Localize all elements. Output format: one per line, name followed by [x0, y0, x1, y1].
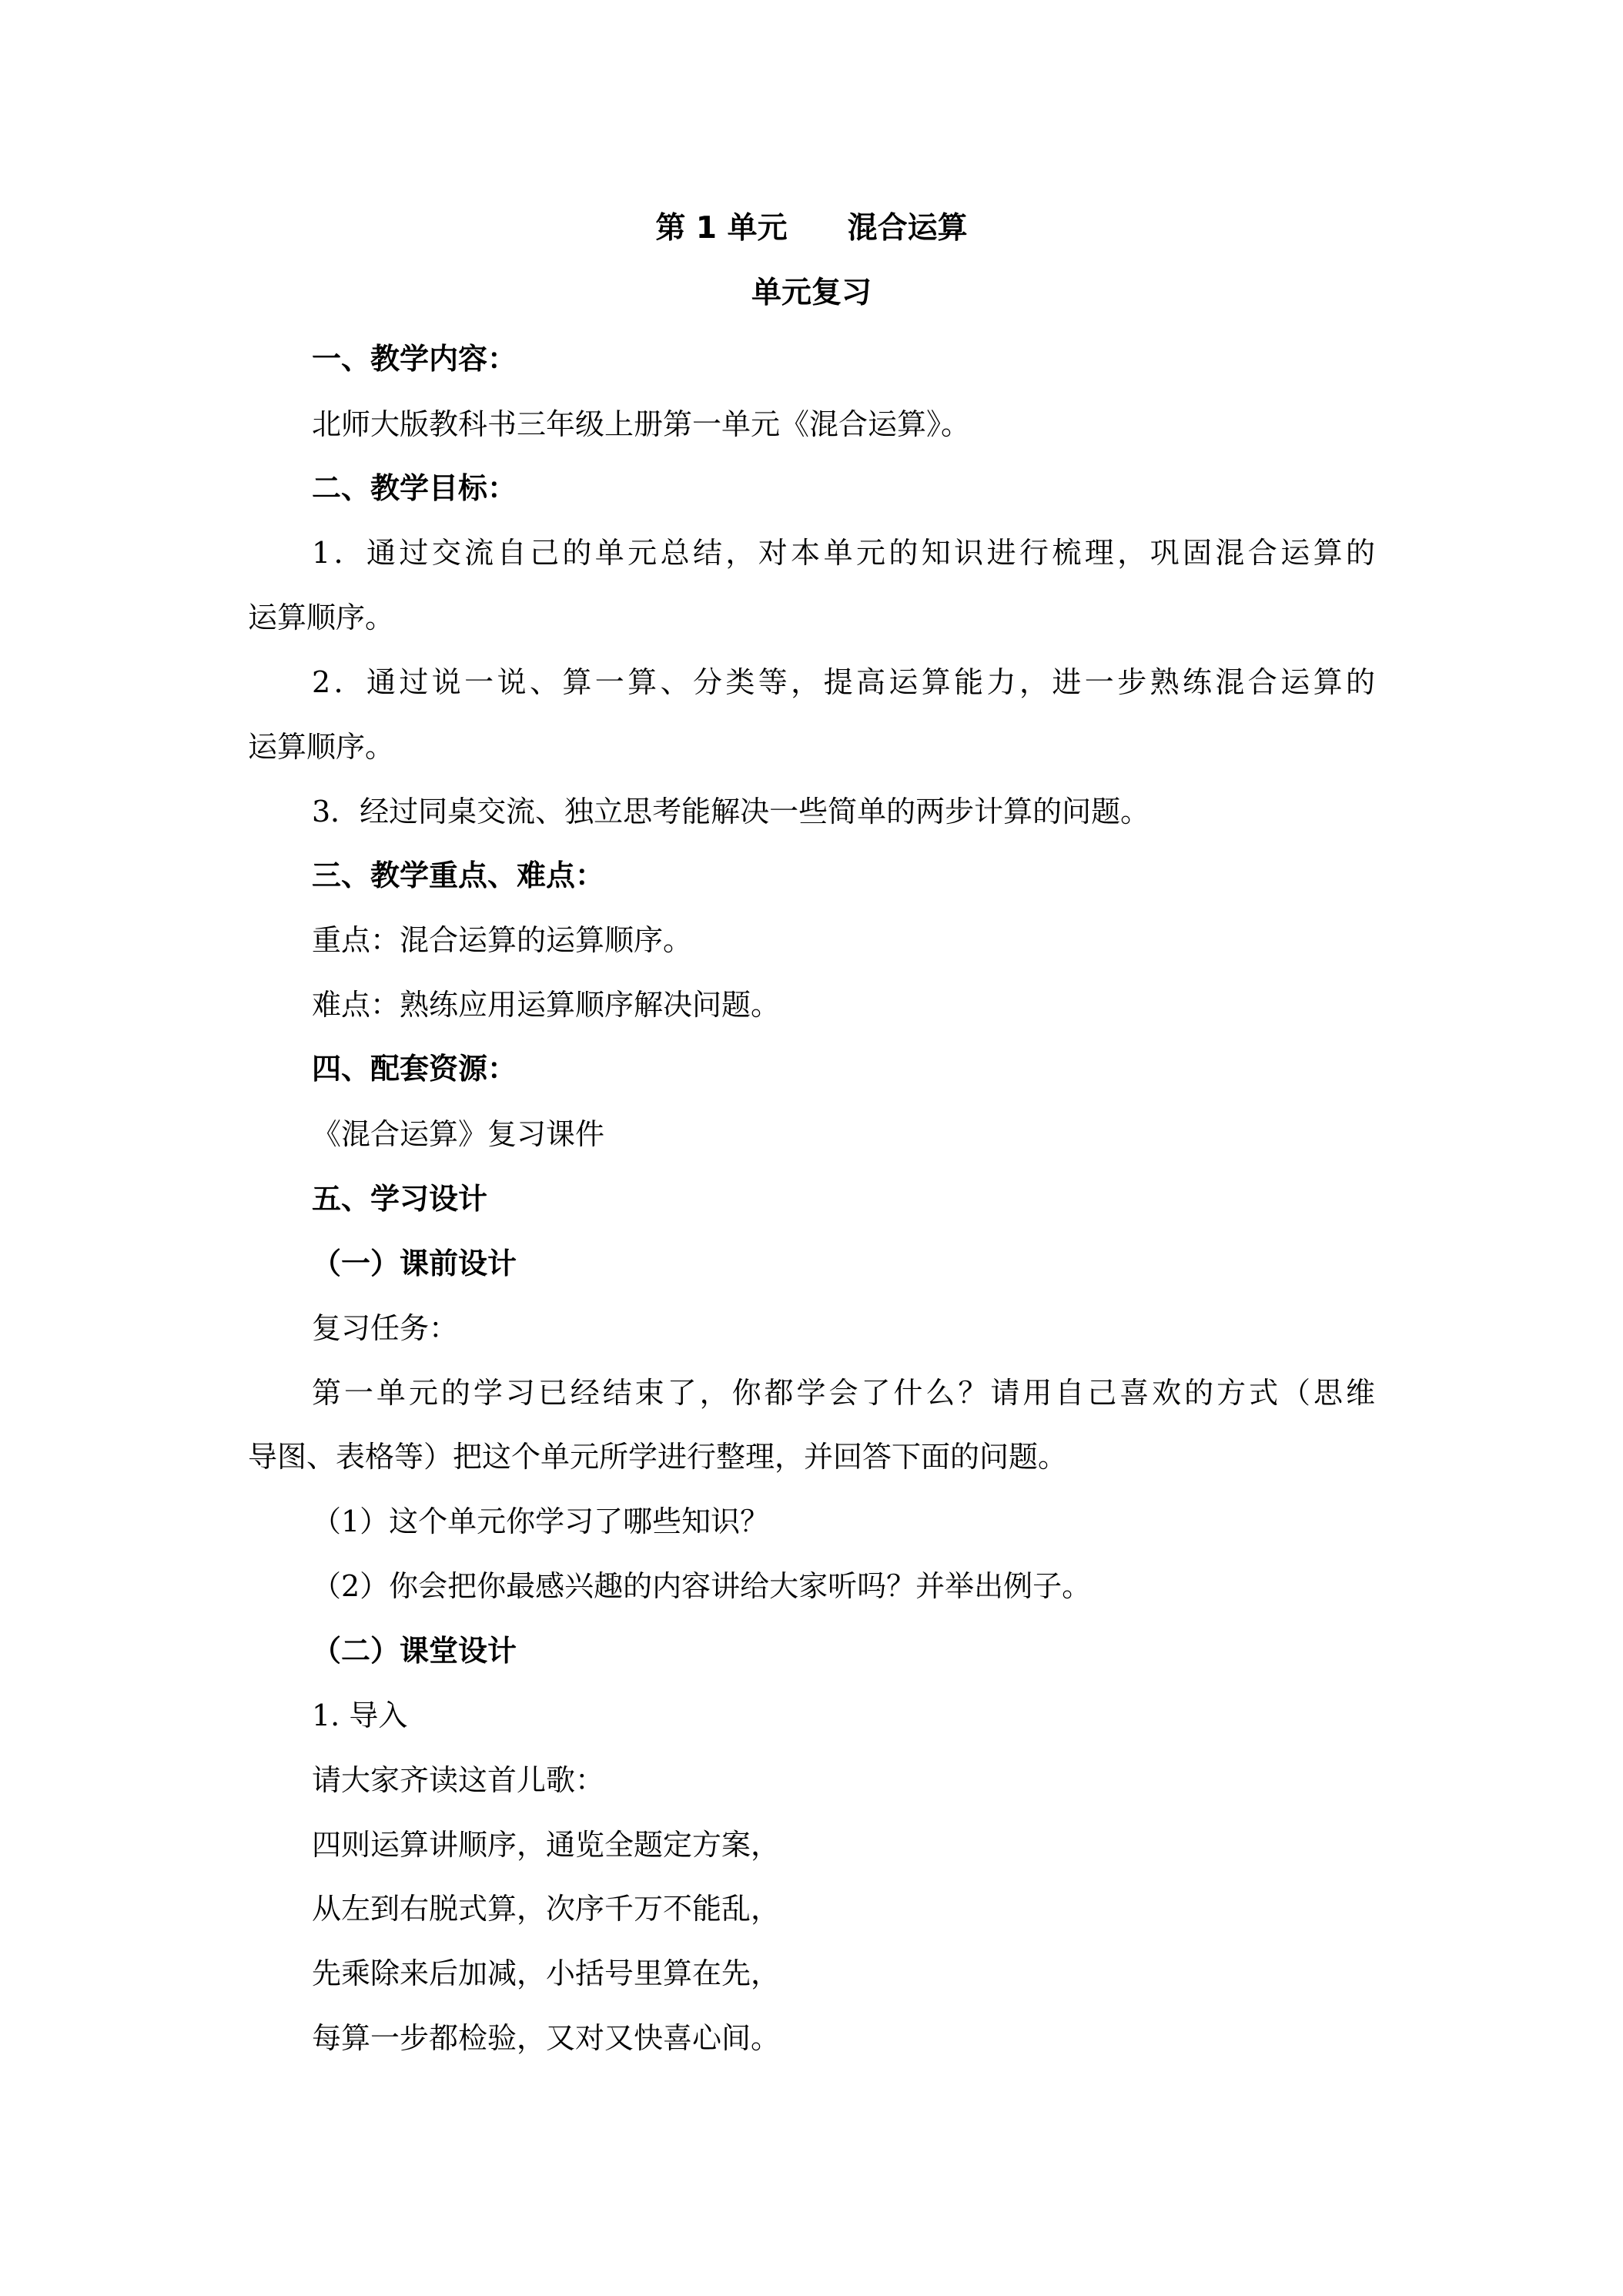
- section-heading-resources: 四、配套资源：: [312, 1052, 517, 1086]
- section-heading-content: 一、教学内容：: [312, 342, 517, 376]
- paragraph: （2）你会把你最感兴趣的内容讲给大家听吗？并举出例子。: [312, 1569, 1092, 1603]
- paragraph: 运算顺序。: [248, 730, 395, 764]
- document-subtitle: 单元复习: [751, 276, 872, 310]
- rhyme-line: 四则运算讲顺序，通览全题定方案，: [312, 1828, 781, 1862]
- rhyme-line: 先乘除来后加减，小括号里算在先，: [312, 1956, 781, 1990]
- section-heading-design: 五、学习设计: [312, 1182, 488, 1216]
- paragraph: 1. 导入: [312, 1699, 408, 1732]
- paragraph: 重点：混合运算的运算顺序。: [312, 923, 693, 957]
- paragraph: 请大家齐读这首儿歌：: [312, 1763, 605, 1797]
- section-heading-goals: 二、教学目标：: [312, 471, 517, 505]
- paragraph: 第一单元的学习已经结束了，你都学会了什么？请用自己喜欢的方式（思维: [312, 1376, 1375, 1410]
- subsection-heading-pre-class: （一）课前设计: [312, 1247, 517, 1280]
- paragraph: 难点：熟练应用运算顺序解决问题。: [312, 988, 781, 1022]
- rhyme-line: 每算一步都检验，又对又快喜心间。: [312, 2021, 781, 2055]
- rhyme-line: 从左到右脱式算，次序千万不能乱，: [312, 1892, 781, 1926]
- paragraph: 北师大版教科书三年级上册第一单元《混合运算》。: [312, 407, 971, 441]
- paragraph: （1）这个单元你学习了哪些知识？: [312, 1504, 770, 1538]
- paragraph: 3．经过同桌交流、独立思考能解决一些简单的两步计算的问题。: [312, 795, 1150, 828]
- paragraph: 2．通过说一说、算一算、分类等，提高运算能力，进一步熟练混合运算的: [312, 665, 1375, 699]
- paragraph: 复习任务：: [312, 1311, 459, 1345]
- paragraph: 1．通过交流自己的单元总结，对本单元的知识进行梳理，巩固混合运算的: [312, 536, 1375, 570]
- paragraph: 运算顺序。: [248, 601, 395, 634]
- paragraph: 《混合运算》复习课件: [312, 1117, 605, 1151]
- paragraph: 导图、表格等）把这个单元所学进行整理，并回答下面的问题。: [248, 1440, 1068, 1474]
- document-title: 第 1 单元 混合运算: [655, 211, 968, 246]
- subsection-heading-in-class: （二）课堂设计: [312, 1634, 517, 1668]
- section-heading-key-points: 三、教学重点、难点：: [312, 858, 605, 892]
